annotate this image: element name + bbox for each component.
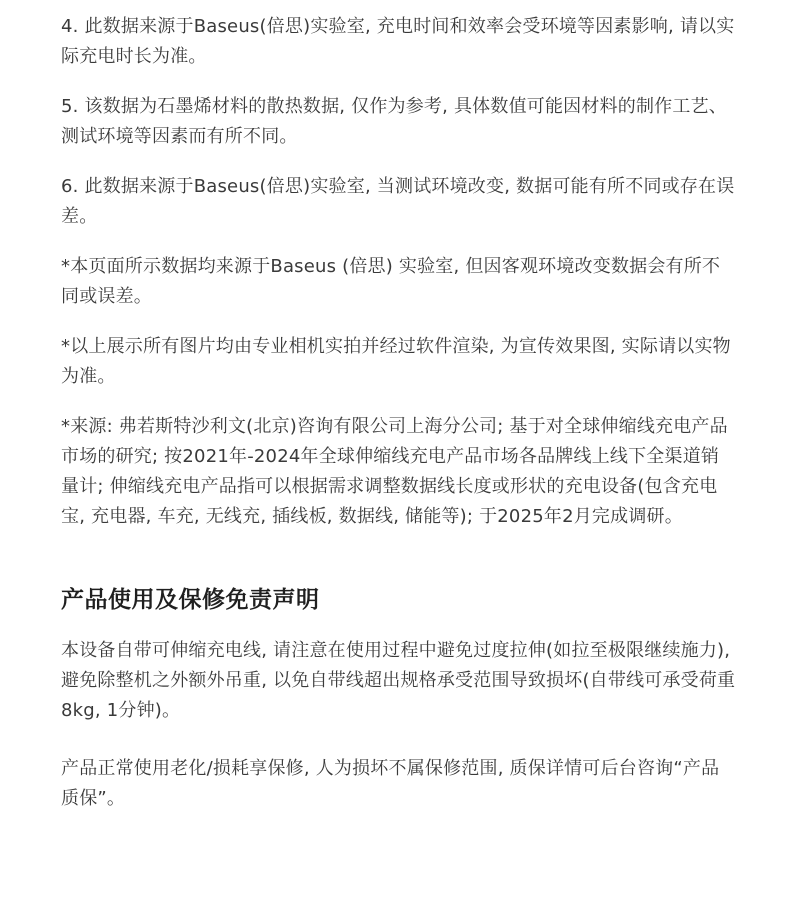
disclaimer-page bbox=[61, 12, 736, 842]
warranty-paragraph: 产品正常使用老化/损耗享保修, 人为损坏不属保修范围, 质保详情可后台咨询“产品质保”。 bbox=[61, 758, 720, 809]
note-item-5: 5. 该数据为石墨烯材料的散热数据, 仅作为参考, 具体数值可能因材料的制作工艺、测试环境等因素而有所不同。 bbox=[61, 96, 727, 147]
section-title: 产品使用及保修免责声明 bbox=[61, 587, 320, 613]
note-image-rendering: *以上展示所有图片均由专业相机实拍并经过软件渲染, 为宣传效果图, 实际请以实物为准。 bbox=[61, 336, 731, 387]
note-item-6: 6. 此数据来源于Baseus(倍思)实验室, 当测试环境改变, 数据可能有所不同或存在误差。 bbox=[61, 176, 735, 227]
note-market-research-source: *来源: 弗若斯特沙利文(北京)咨询有限公司上海分公司; 基于对全球伸缩线充电产品市场的研究; 按2021年-2024年全球伸缩线充电产品市场各品牌线上线下全渠道销量计; 伸缩线充电产品指可以根据需求调整数据线长度或形状的充电设备(包含充电宝, 充电器, 车充, 无线充, 插线板, 数据线, 储能等); 于2025年2月完成调研。 bbox=[61, 416, 728, 527]
cable-usage-paragraph: 本设备自带可伸缩充电线, 请注意在使用过程中避免过度拉伸(如拉至极限继续施力), 避免除整机之外额外吊重, 以免自带线超出规格承受范围导致损坏(自带线可承受荷重8kg, 1分钟)。 bbox=[61, 640, 736, 721]
note-data-source: *本页面所示数据均来源于Baseus (倍思) 实验室, 但因客观环境改变数据会有所不同或误差。 bbox=[61, 256, 721, 307]
note-item-4: 4. 此数据来源于Baseus(倍思)实验室, 充电时间和效率会受环境等因素影响, 请以实际充电时长为准。 bbox=[61, 16, 735, 67]
